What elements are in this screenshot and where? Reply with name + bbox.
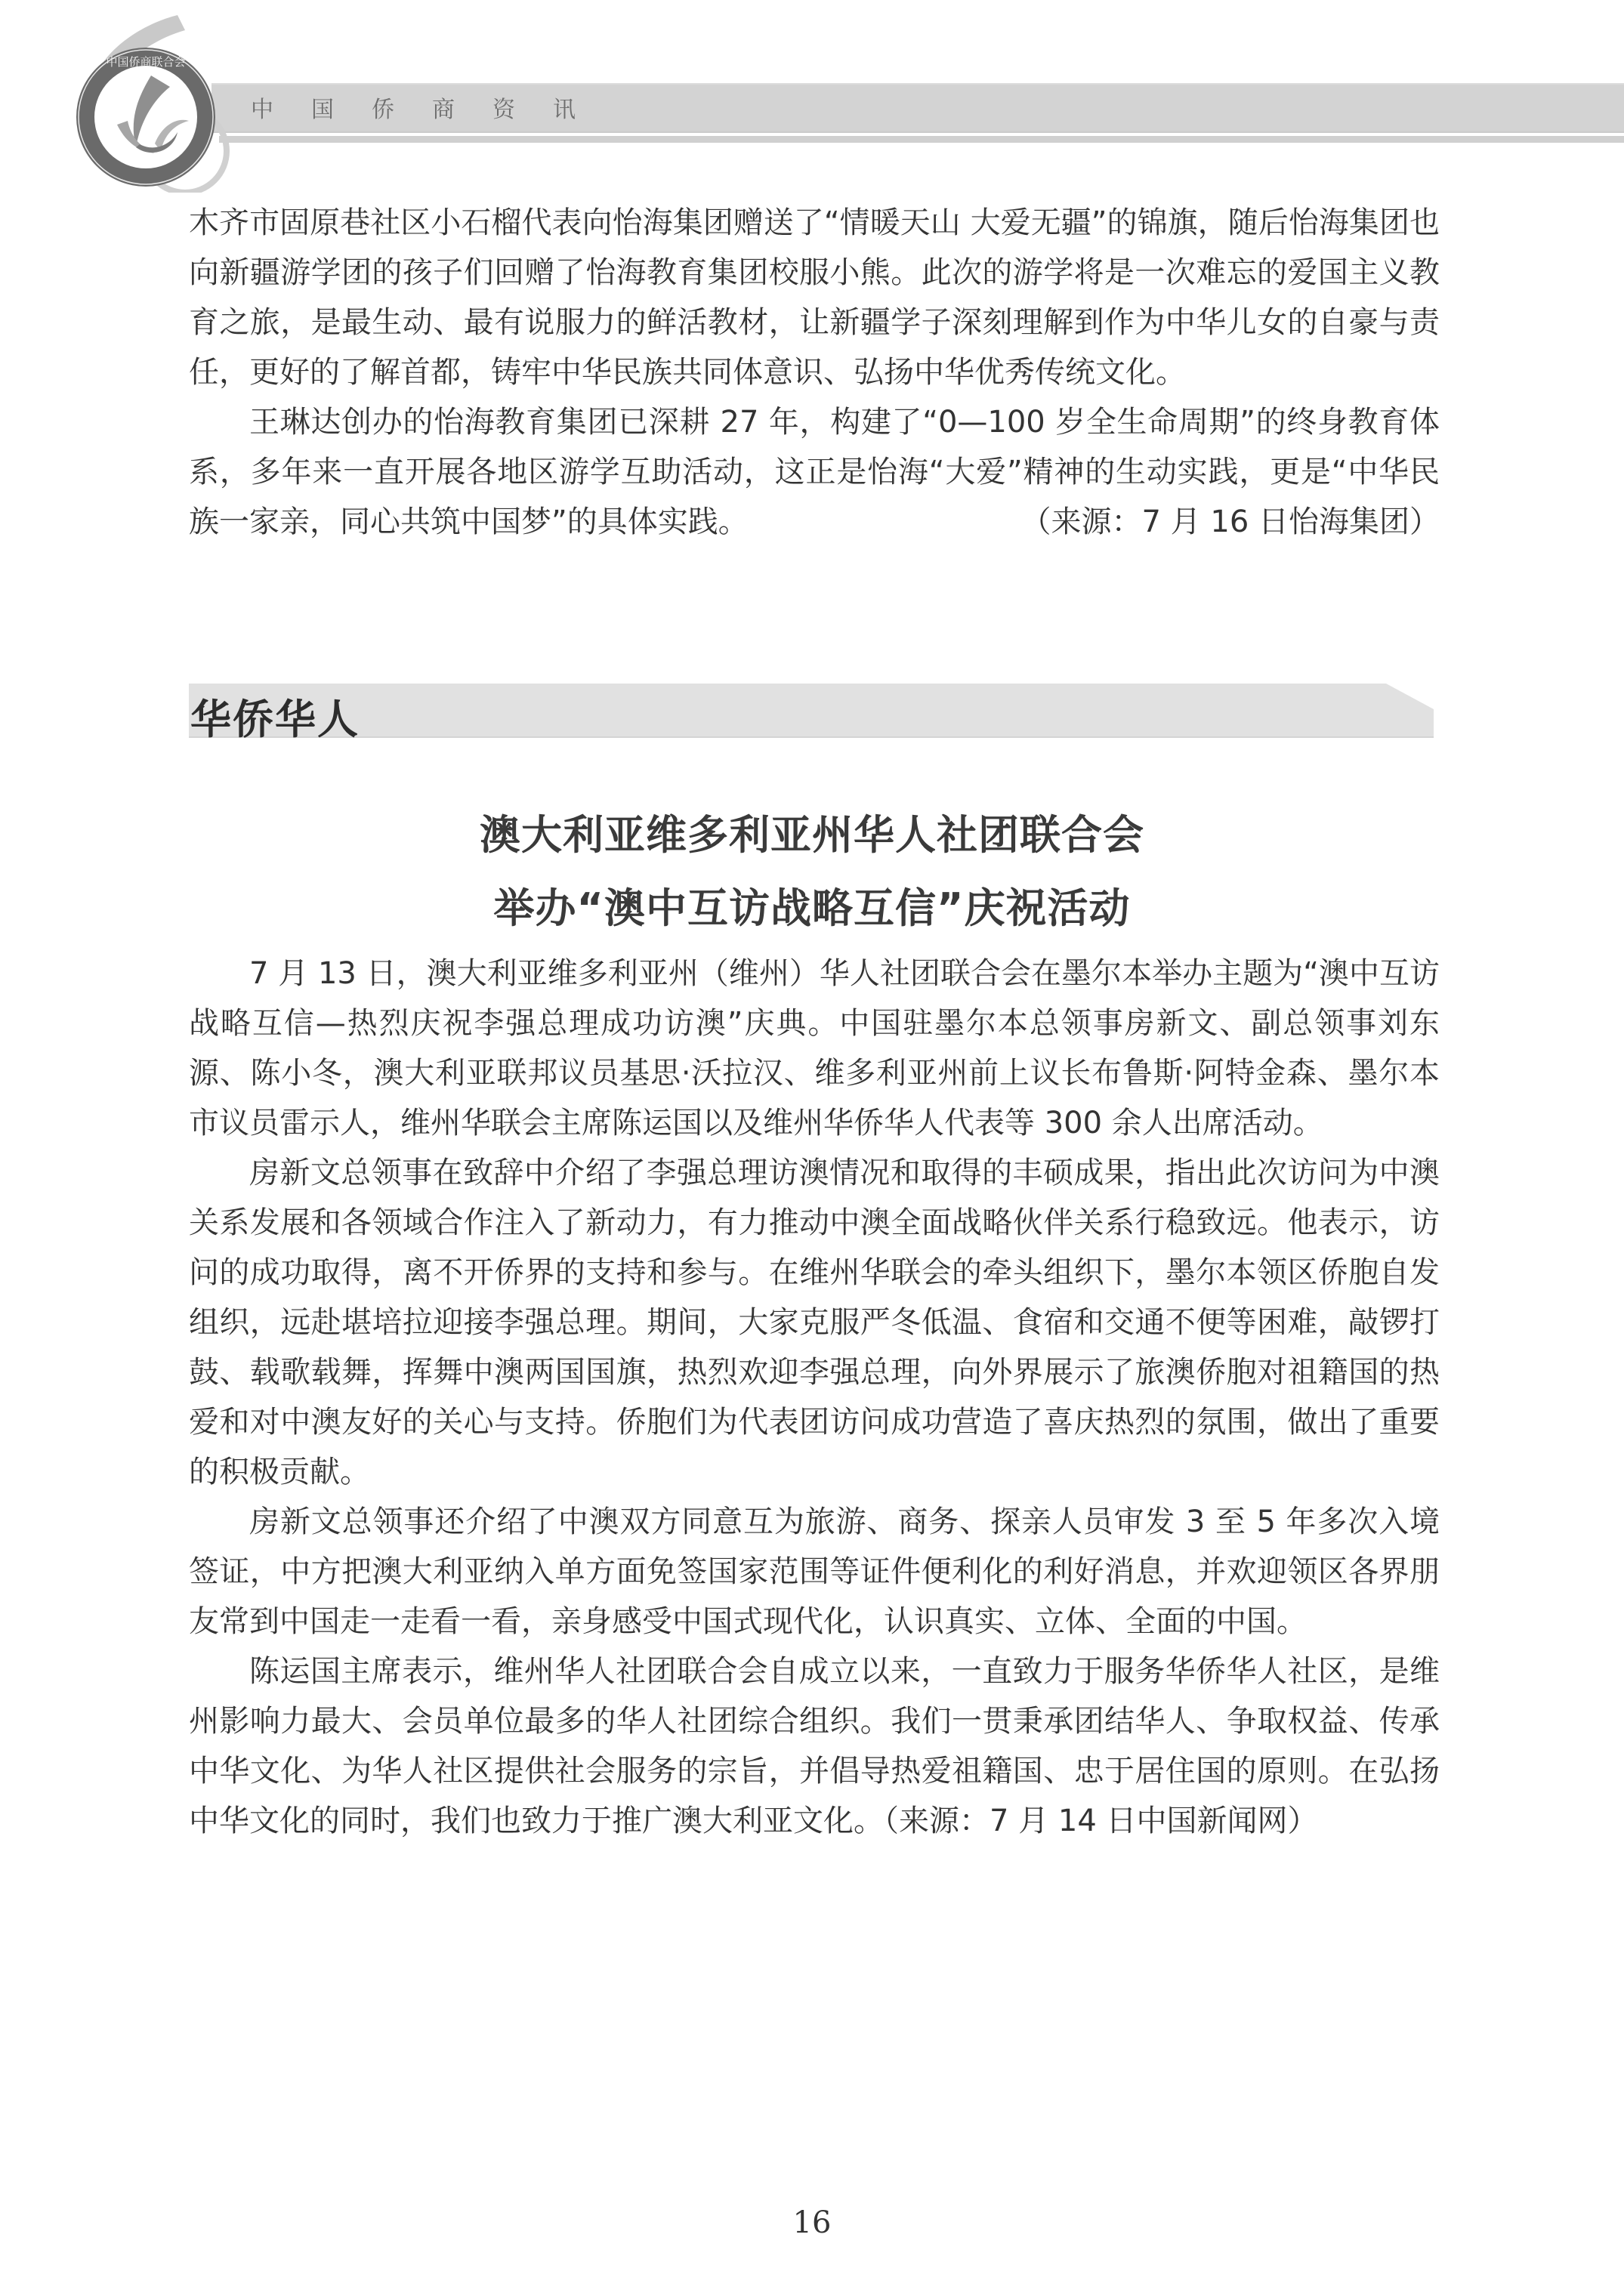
article-title-line-1: 澳大利亚维多利亚州华人社团联合会 (480, 811, 1144, 859)
paragraph: 7 月 13 日，澳大利亚维多利亚州（维州）华人社团联合会在墨尔本举办主题为“澳中互访战略互信—热烈庆祝李强总理成功访澳”庆典。中国驻墨尔本总领事房新文、副总领事刘东源、陈小冬，澳大利亚联邦议员基思·沃拉汉、维多利亚州前上议长布鲁斯·阿特金森、墨尔本市议员雷示人，维州华联会主席陈运国以及维州华侨华人代表等 300 余人出席活动。 (189, 956, 1440, 1140)
source-citation: （来源：7 月 14 日中国新闻网） (884, 1804, 1318, 1838)
title-char: 国 (311, 97, 334, 123)
section-title: 华侨华人 (190, 695, 360, 743)
article-title-line-2: 举办“澳中互访战略互信”庆祝活动 (493, 884, 1131, 932)
paragraph-text: 陈运国主席表示，维州华人社团联合会自成立以来，一直致力于服务华侨华人社区，是维州影响力最大、会员单位最多的华人社团综合组织。我们一贯秉承团结华人、争取权益、传承中华文化、为华人社区提供社会服务的宗旨，并倡导热爱祖籍国、忠于居住国的原则。在弘扬中华文化的同时，我们也致力于推广澳大利亚文化。 (189, 1654, 1440, 1838)
previous-article (189, 198, 1440, 547)
header-rule (219, 136, 1624, 143)
organization-logo-icon (64, 11, 238, 193)
paragraph-text: 王琳达创办的怡海教育集团已深耕 27 年，构建了“0—100 岁全生命周期”的终身教育体系，多年来一直开展各地区游学互助活动，这正是怡海“大爱”精神的生动实践，更是“中华民族一家亲，同心共筑中国梦”的具体实践。 (189, 405, 1440, 539)
title-char: 侨 (372, 97, 394, 123)
paragraph: 房新文总领事还介绍了中澳双方同意互为旅游、商务、探亲人员审发 3 至 5 年多次入境签证，中方把澳大利亚纳入单方面免签国家范围等证件便利化的利好消息，并欢迎领区各界朋友常到中国走一走看一看，亲身感受中国式现代化，认识真实、立体、全面的中国。 (189, 1504, 1440, 1639)
paragraph: 房新文总领事在致辞中介绍了李强总理访澳情况和取得的丰硕成果，指出此次访问为中澳关系发展和各领域合作注入了新动力，有力推动中澳全面战略伙伴关系行稳致远。他表示，访问的成功取得，离不开侨界的支持和参与。在维州华联会的牵头组织下，墨尔本领区侨胞自发组织，远赴堪培拉迎接李强总理。期间，大家克服严冬低温、食宿和交通不便等困难，敲锣打鼓、载歌载舞，挥舞中澳两国国旗，热烈欢迎李强总理，向外界展示了旅澳侨胞对祖籍国的热爱和对中澳友好的关心与支持。侨胞们为代表团访问成功营造了喜庆热烈的氛围，做出了重要的积极贡献。 (189, 1156, 1440, 1489)
title-char: 商 (432, 97, 455, 123)
title-char: 中 (251, 97, 273, 123)
article-body (189, 949, 1440, 1846)
publication-title (251, 89, 576, 125)
paragraph (189, 1646, 1440, 1846)
title-char: 资 (492, 97, 515, 123)
title-char: 讯 (553, 97, 576, 123)
page-number: 16 (792, 2205, 832, 2240)
source-citation: （来源：7 月 16 日怡海集团） (1020, 505, 1440, 539)
paragraph (189, 397, 1440, 547)
section-header-bar (189, 684, 1434, 738)
logo-cn-text: 中国侨商联合会 (106, 55, 186, 69)
paragraph: 木齐市固原巷社区小石榴代表向怡海集团赠送了“情暖天山 大爱无疆”的锦旗，随后怡海集团也向新疆游学团的孩子们回赠了怡海教育集团校服小熊。此次的游学将是一次难忘的爱国主义教育之旅，是最生动、最有说服力的鲜活教材，让新疆学子深刻理解到作为中华儿女的自豪与责任，更好的了解首都，铸牢中华民族共同体意识、弘扬中华优秀传统文化。 (189, 205, 1440, 390)
